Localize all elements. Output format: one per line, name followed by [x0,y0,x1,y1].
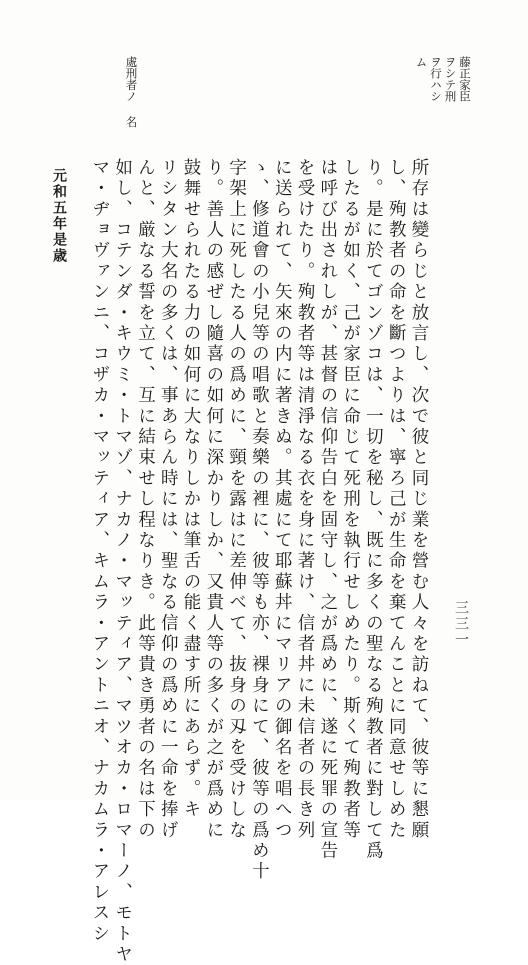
sidenote-line: 名 [124,116,139,128]
body-line: 字架上に死したる人の爲めに、頸を露はに差伸べて、抜身の刄を受けしな [226,158,247,842]
body-line: 如し、コテンダ・キウミ・トマゾ、ナカノ・マッティア、マツオカ・ロマーノ、モトヤ [112,158,133,965]
page-number: 三三一 [453,600,469,648]
margin-date-note: 元和五年是歳 [51,168,67,264]
body-line: 所存は變らじと放言し、次で彼と同じ業を營む人々を訪ねて、彼等に懇願 [409,158,429,842]
body-line: し、殉教者の命を斷つよりは、寧ろ己が生命を棄てんことに同意せしめた [386,158,407,842]
sidenote-names [122,56,137,128]
body-line: リシタン大名の多くは、事あらん時には、聖なる信仰の爲めに一命を捧げ [158,158,179,842]
body-line: り。是に於てゴンゾコは、一切を秘し、既に多くの聖なる殉教者に對して爲 [363,158,384,862]
body-line: 鼓舞せられたる力の如何に大なりしかは筆舌の能く盡す所にあらず。キ [181,158,202,821]
body-line: マ・ヂョヴァンニ、コザカ・マッティア、キムラ・アントニオ、ナカムラ・アレスシ [89,158,110,945]
body-line: んと、厳なる誓を立て、互に結束せし程なりき。此等貴き勇者の名は下の [135,158,156,842]
sidenote-line: 處刑者ノ [124,56,139,102]
body-line: ゝ、修道會の小兒等の唱歌と奏樂の裡に、彼等も亦、裸身にて、彼等の爲め十 [249,158,270,883]
body-line: を受けたり。殉教者等は清淨なる衣を身に著け、信者丼に未信者の長き列 [295,158,316,842]
body-line: に送られて、矢來の内に著きぬ。其處にて耶蘇丼にマリアの御名を唱へつ [272,158,293,842]
body-line: したるが如く、己が家臣に命じて死刑を執行せしめたり。斯くて殉教者等 [340,158,361,842]
sidenote-execution [412,56,470,102]
sidenote-line: ヲシテ刑 [443,56,458,102]
body-line: は呼び出されしが、甚督の信仰告白を固守し、之が爲めに、遂に死罪の宣告 [317,158,338,862]
sidenote-line: ヲ行ハシ [429,56,443,102]
body-text [89,158,429,965]
sidenote-line: ム [414,56,429,68]
body-line: り。善人の感ぜし隨喜の如何に深かりしか、又貴人等の多くが之が爲めに [203,158,224,842]
sidenote-line: 藤正家臣 [458,56,472,102]
